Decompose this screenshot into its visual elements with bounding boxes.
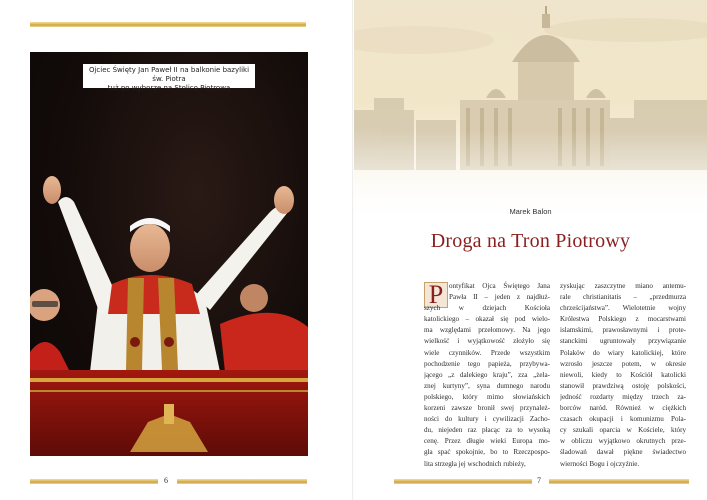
text-line: stanckimi ugruntowały przywiązanie	[560, 337, 686, 346]
text-line: śladowań dawał piękne świadectwo	[560, 448, 686, 457]
text-line: czasach okupacji i komunizmu Pola-	[560, 415, 686, 424]
text-line: lita strzegła jej wschodnich rubieży,	[424, 459, 526, 468]
text-line: szych w dziejach Kościoła	[424, 304, 550, 313]
text-line: Królestwa Polskiego z mocarstwami	[560, 315, 686, 324]
drop-cap-letter: P	[424, 282, 448, 308]
text-line: zyskując zaszczytne miano antemu-	[560, 282, 686, 290]
top-gold-rule	[30, 22, 306, 27]
text-line: wielkość i wyjątkowość złożyło się	[424, 337, 550, 346]
bottom-left-gold-rule	[30, 479, 158, 484]
st-peters-basilica-illustration	[354, 0, 707, 225]
text-column-1	[424, 281, 550, 470]
text-line: ma względami przełomowy. Na jego	[424, 326, 550, 335]
text-line: wzrosło jeszcze potem, w okresie	[560, 359, 686, 368]
text-line: cy szukali oparcia w Kościele, który	[560, 426, 686, 435]
article-author: Marek Balon	[509, 207, 552, 216]
page-number-left: 6	[164, 476, 168, 485]
text-line: katolickiego – okazał się pod wielo-	[424, 315, 550, 324]
text-line: pochodzenie tego papieża, przybywa-	[424, 359, 550, 368]
right-page	[354, 0, 707, 500]
pope-illustration	[30, 52, 308, 456]
vatican-skyline-image	[354, 0, 707, 225]
text-line: gła spać spokojnie, bo to Rzeczpospo-	[424, 448, 550, 457]
caption-line-2: tuż po wyborze na Stolicę Piotrową	[107, 84, 231, 92]
text-line: w obliczu wyjątkowo okrutnych prze-	[560, 437, 686, 446]
text-line: islamskimi, prawosławnymi i prote-	[560, 326, 686, 335]
article-title: Droga na Tron Piotrowy	[430, 230, 631, 252]
left-page	[0, 0, 353, 500]
pope-balcony-photo	[30, 52, 308, 456]
text-line: du, niejeden raz płacąc za to wysoką	[424, 426, 550, 435]
text-line: jącego „z dalekiego kraju”, zza „żela-	[424, 370, 550, 379]
text-line: wierności Bogu i ojczyźnie.	[560, 459, 640, 468]
text-line: ontyfikat Ojca Świętego Jana	[449, 282, 550, 290]
text-line: borców naród. Również w ciężkich	[560, 404, 686, 413]
text-line: ności do kultury i cywilizacji Zacho-	[424, 415, 550, 424]
caption-line-1: Ojciec Święty Jan Paweł II na balkonie bazyliki św. Piotra	[88, 66, 250, 83]
bottom-right-gold-rule-right-page	[549, 479, 689, 484]
text-column-2	[560, 281, 686, 470]
text-line: cenę. Przez długie wieki Europa mo-	[424, 437, 550, 446]
bottom-left-gold-rule-right-page	[394, 479, 532, 484]
text-line: Pawła II – jeden z najdłuż-	[449, 293, 550, 302]
bottom-right-gold-rule	[177, 479, 307, 484]
text-line: chrześcijaństwa”. Wielotetnie wojny	[560, 304, 686, 313]
text-line: niewoli, kiedy to Kościół katolicki	[560, 370, 686, 379]
text-line: znej kurtyny”, syna dumnego narodu	[424, 381, 550, 390]
photo-caption	[83, 64, 255, 92]
text-line: polskiego, który mimo słowiańskich	[424, 392, 550, 401]
text-line: Polaków do wiary katolickiej, które	[560, 348, 686, 357]
text-line: wiele czynników. Przede wszystkim	[424, 348, 550, 357]
text-line: rale christianitatis – „przedmurza	[560, 293, 686, 302]
page-number-right: 7	[537, 476, 541, 485]
text-line: stanowił prawdziwą ostoję polskości,	[560, 381, 686, 390]
text-line: korzeni zawsze bronił swej przynależ-	[424, 404, 550, 413]
text-line: jedność rozdarty między trzech za-	[560, 392, 686, 401]
